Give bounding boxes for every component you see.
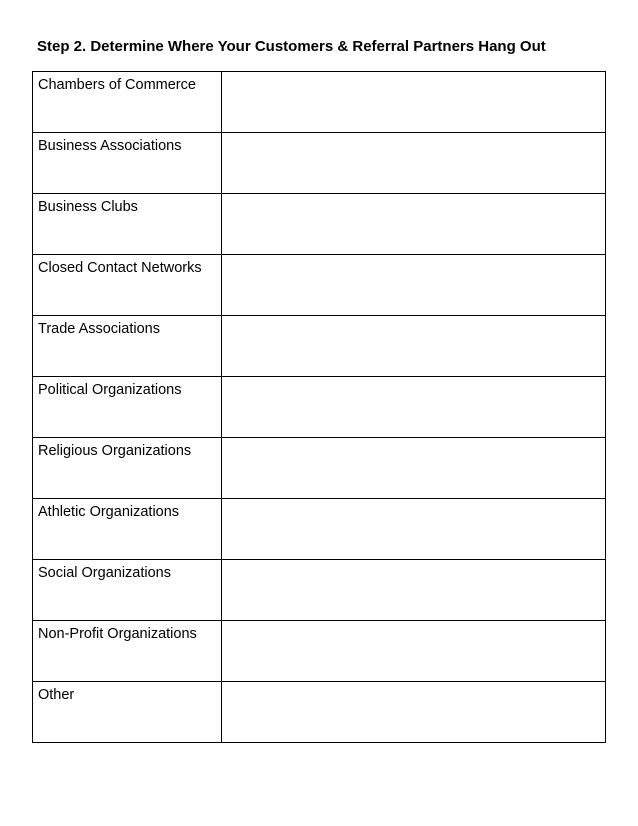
answer-field[interactable]: [222, 499, 606, 560]
row-label: Political Organizations: [38, 382, 182, 398]
row-label: Religious Organizations: [38, 443, 192, 459]
answer-field[interactable]: [222, 438, 606, 499]
row-label-cell: [33, 133, 222, 194]
table-row: [33, 682, 606, 743]
answer-field[interactable]: [222, 377, 606, 438]
answer-field[interactable]: [222, 316, 606, 377]
row-label: Social Organizations: [38, 565, 171, 581]
table-row: [33, 621, 606, 682]
table-row: [33, 560, 606, 621]
row-label: Other: [38, 687, 75, 703]
row-label-cell: [33, 377, 222, 438]
row-label-cell: [33, 499, 222, 560]
row-label-cell: [33, 560, 222, 621]
row-label-cell: [33, 194, 222, 255]
answer-field[interactable]: [222, 560, 606, 621]
table-row: [33, 133, 606, 194]
answer-field[interactable]: [222, 194, 606, 255]
answer-field[interactable]: [222, 255, 606, 316]
answer-field[interactable]: [222, 682, 606, 743]
answer-field[interactable]: [222, 133, 606, 194]
row-label: Non-Profit Organizations: [38, 626, 197, 642]
row-label: Business Clubs: [38, 199, 138, 215]
row-label: Trade Associations: [38, 321, 160, 337]
row-label-cell: [33, 316, 222, 377]
table-row: [33, 438, 606, 499]
row-label-cell: [33, 72, 222, 133]
row-label-cell: [33, 621, 222, 682]
row-label-cell: [33, 255, 222, 316]
table-row: [33, 377, 606, 438]
table-row: [33, 499, 606, 560]
answer-field[interactable]: [222, 621, 606, 682]
row-label: Business Associations: [38, 138, 182, 154]
table-row: [33, 72, 606, 133]
page-title: Step 2. Determine Where Your Customers & Referral Partners Hang Out: [37, 38, 546, 55]
row-label: Closed Contact Networks: [38, 260, 202, 276]
table-row: [33, 194, 606, 255]
answer-field[interactable]: [222, 72, 606, 133]
row-label-cell: [33, 438, 222, 499]
row-label: Chambers of Commerce: [38, 77, 196, 93]
organizations-table: [32, 71, 606, 743]
table-row: [33, 316, 606, 377]
row-label: Athletic Organizations: [38, 504, 180, 520]
row-label-cell: [33, 682, 222, 743]
table-row: [33, 255, 606, 316]
